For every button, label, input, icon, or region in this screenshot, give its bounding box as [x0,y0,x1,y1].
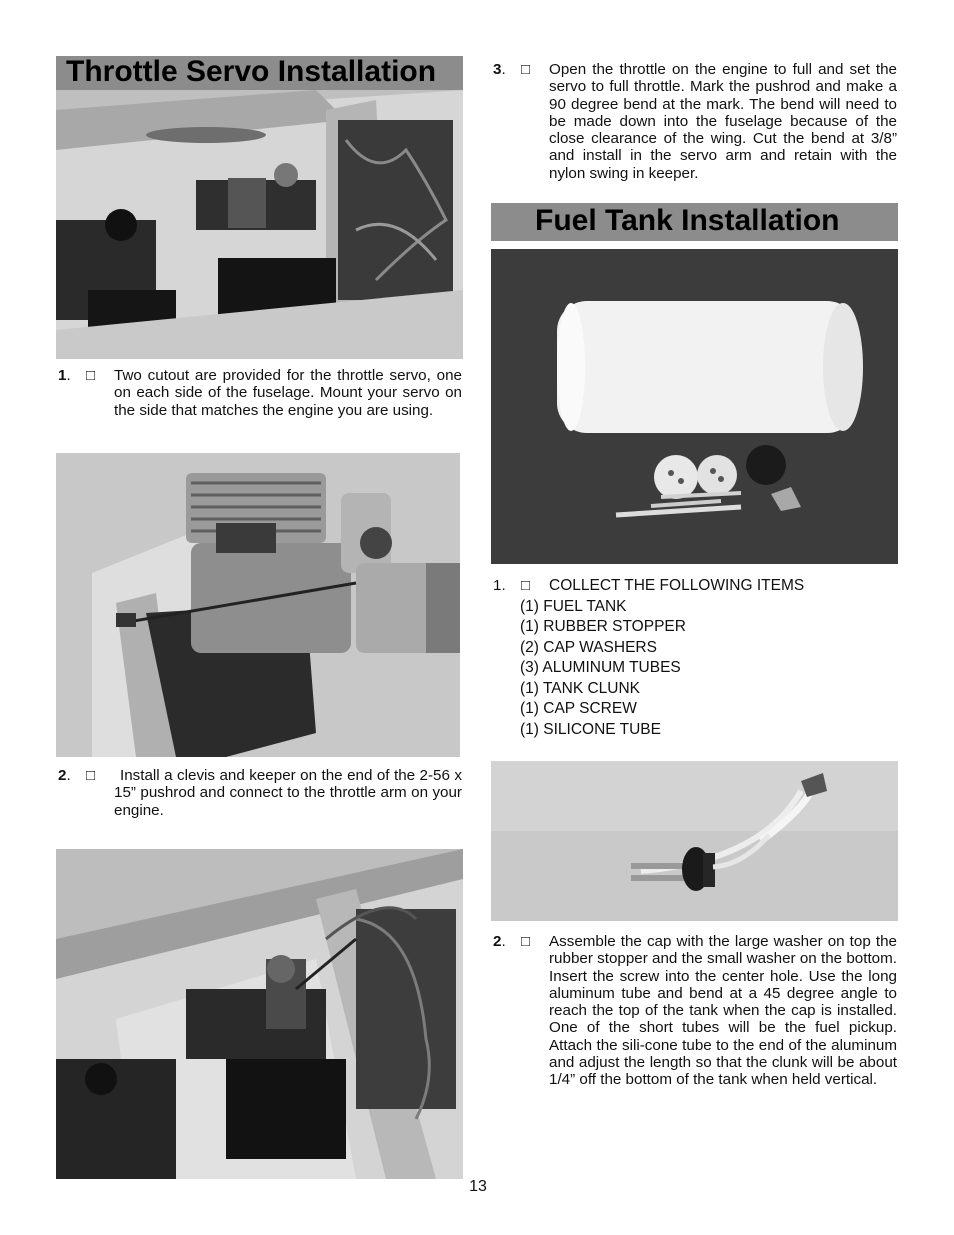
checkbox-icon[interactable]: □ [521,933,531,950]
collect-title: COLLECT THE FOLLOWING ITEMS [549,577,805,594]
step-2-assemble-cap: 2. □ Assemble the cap with the large washer on top the rubber stopper and the small washer on the bottom. Insert the screw into the center hole. Use the long aluminum tube and bend at a 45 degree angle to reach the top of the tank when the cap is installed. One of the short tubes will be the fuel pickup. Attach the sili-cone tube to the end of the aluminum and adjust the length so that the clunk will be about 1/4” off the bottom of the tank when held vertical. [493,933,897,1089]
step-1-text: Two cutout are provided for the throttle servo, one on each side of the fuselage. Mount your servo on the side that matches the engine you are using. [114,367,462,419]
step-2-clevis-keeper: 2. □ Install a clevis and keeper on the end of the 2-56 x 15” pushrod and connect to the throttle arm on your engine. [58,767,462,819]
step-2-right-text: Assemble the cap with the large washer on top the rubber stopper and the small washer on the bottom. Insert the screw into the center hole. Use the long aluminum tube and bend at a 45 degree angle to reach the top of the tank when the cap is installed. One of the short tubes will be the fuel pickup. Attach the sili-cone tube to the end of the aluminum and adjust the length so that the clunk will be about 1/4” off the bottom of the tank when held vertical. [549,933,897,1089]
list-item: (1) RUBBER STOPPER [520,618,686,635]
list-item: (1) SILICONE TUBE [520,721,661,738]
step-2-text: Install a clevis and keeper on the end of the 2-56 x 15” pushrod and connect to the throttle arm on your engine. [114,767,462,819]
step-1-collect-items: 1. □ COLLECT THE FOLLOWING ITEMS [493,577,897,597]
photo-servo-connected-pushrod [56,849,463,1179]
heading-throttle-servo-installation: Throttle Servo Installation [56,56,463,90]
step-3-open-throttle: 3. □ Open the throttle on the engine to full and set the servo to full throttle. Mark the pushrod and make a 90 degree bend at the mark. The bend will need to be made down into the fuselage because of the close clearance of the wing. Cut the bend at 3/8” and install in the servo arm and retain with the nylon swing in keeper. [493,61,897,182]
page-number: 13 [469,1178,487,1195]
photo-engine-pushrod [56,453,460,757]
photo-assembled-cap-clunk [491,761,898,921]
checkbox-icon[interactable]: □ [521,61,531,78]
heading-fuel-tank-installation: Fuel Tank Installation [491,203,898,241]
list-item: (1) CAP SCREW [520,700,637,717]
step-3-text: Open the throttle on the engine to full and set the servo to full throttle. Mark the pushrod and make a 90 degree bend at the mark. The bend will need to be made down into the fuselage because of the close clearance of the wing. Cut the bend at 3/8” and install in the servo arm and retain with the nylon swing in keeper. [549,61,897,182]
list-item: (2) CAP WASHERS [520,639,657,656]
list-item: (1) FUEL TANK [520,598,627,615]
photo-servo-bay-cutouts [56,90,463,359]
checkbox-icon[interactable]: □ [86,367,96,384]
list-item: (3) ALUMINUM TUBES [520,659,681,676]
step-1-throttle-cutouts: 1. □ Two cutout are provided for the throttle servo, one on each side of the fuselage. Mount your servo on the side that matches the engine you are using. [58,367,462,419]
checkbox-icon[interactable]: □ [86,767,96,784]
photo-fuel-tank-parts [491,249,898,564]
list-item: (1) TANK CLUNK [520,680,641,697]
checkbox-icon[interactable]: □ [521,577,531,594]
